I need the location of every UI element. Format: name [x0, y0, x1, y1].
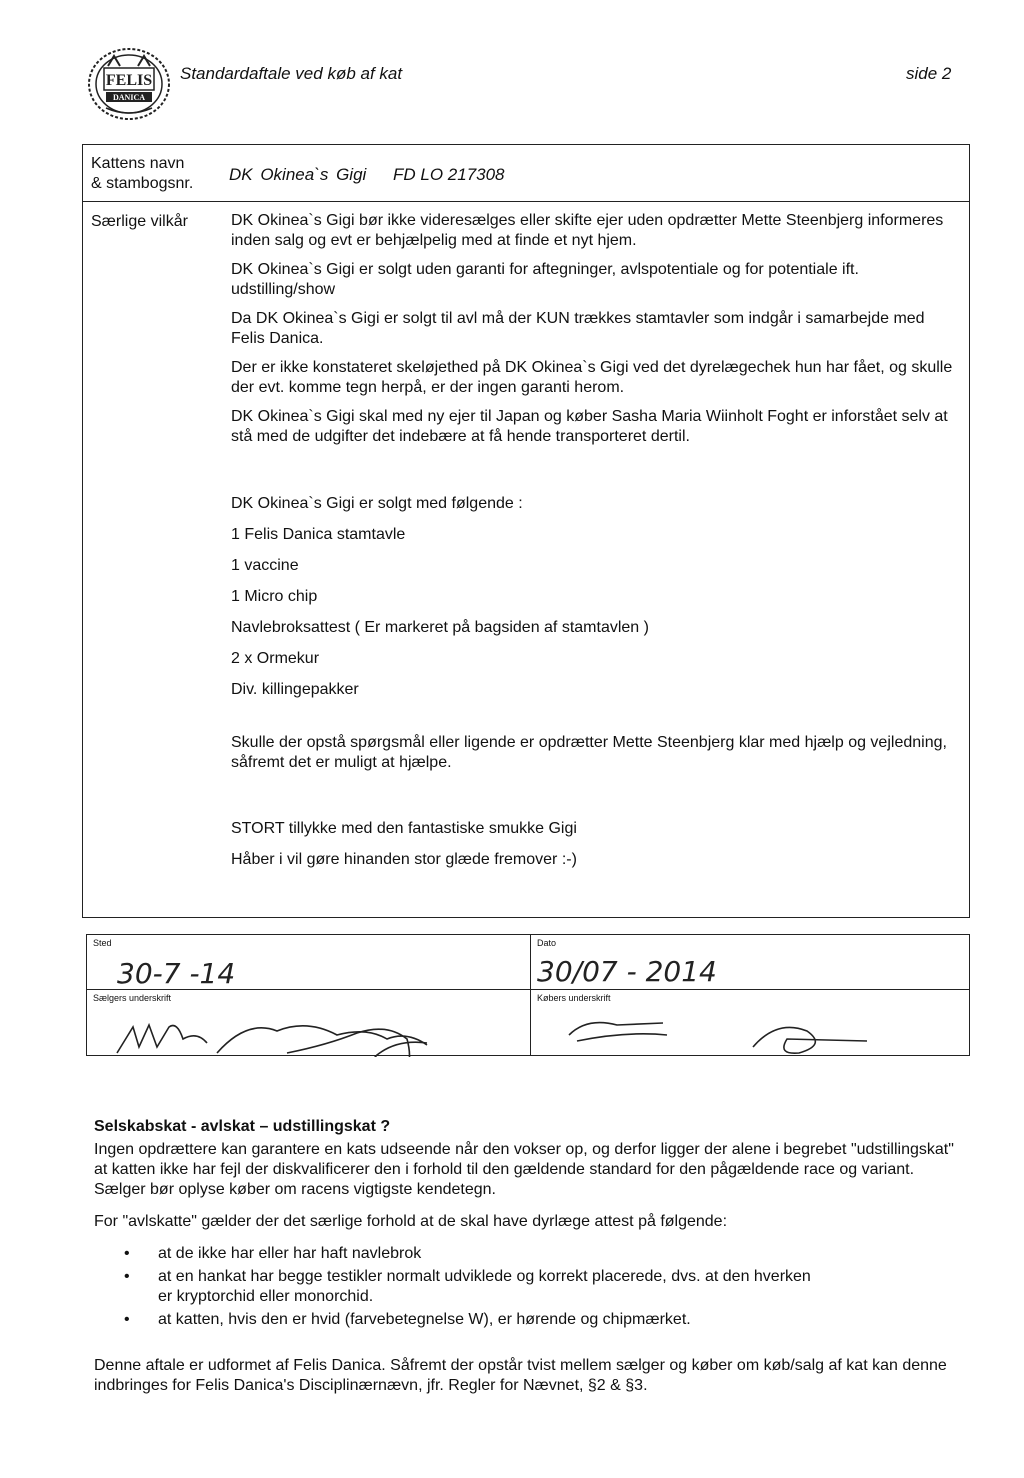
document-title: Standardaftale ved køb af kat: [180, 64, 403, 83]
sold-with-item: 1 Felis Danica stamtavle: [231, 526, 406, 543]
terms-paragraph: Der er ikke konstateret skeløjethed på DK Okinea`s Gigi ved det dyrelægechek hun har fået, og skulle der evt. komme tegn herpå, er der ingen garanti herom.: [231, 359, 953, 396]
signature-table: [86, 934, 970, 1056]
info-bullet: • at de ikke har eller har haft navlebrok: [94, 1244, 954, 1264]
felis-danica-logo: [86, 46, 172, 122]
page-number: side 2: [906, 64, 952, 83]
wishes-text: Håber i vil gøre hinanden stor glæde fremover :-): [231, 851, 577, 868]
cat-details-table: [82, 144, 970, 918]
info-paragraph: For "avlskatte" gælder der det særlige forhold at de skal have dyrlæge attest på følgende:: [94, 1213, 728, 1230]
sold-with-item: Div. killingepakker: [231, 681, 359, 698]
special-terms-label: Særlige vilkår: [91, 213, 188, 230]
place-label: Sted: [93, 938, 112, 948]
info-paragraph: Denne aftale er udformet af Felis Danica. Såfremt der opstår tvist mellem sælger og køber om køb/salg af kat kan denne indbringes for Felis Danica's Disciplinærnævn, jfr. Regler for Nævnet, §2 & §3.: [94, 1357, 947, 1394]
sold-with-item: 1 vaccine: [231, 557, 299, 574]
seller-signature: [117, 1025, 427, 1057]
questions-paragraph: Skulle der opstå spørgsmål eller ligende er opdrætter Mette Steenbjerg klar med hjælp og vejledning, såfremt det er muligt at hjælpe.: [231, 734, 947, 771]
registration-number: FD LO 217308: [393, 165, 505, 184]
info-heading: Selskabskat - avlskat – udstillingskat ?: [94, 1118, 391, 1135]
terms-paragraph: DK Okinea`s Gigi skal med ny ejer til Japan og køber Sasha Maria Wiinholt Foght er inforstået selv at stå med de udgifter det indebære at få hende transporteret dertil.: [231, 408, 948, 445]
sold-with-item: Navlebroksattest ( Er markeret på bagsiden af stamtavlen ): [231, 619, 649, 636]
date-handwritten: 30/07 - 2014: [537, 955, 717, 988]
terms-paragraph: DK Okinea`s Gigi er solgt uden garanti for aftegninger, avlspotentiale og for potentiale ift. udstilling/show: [231, 261, 859, 298]
date-label: Dato: [537, 938, 557, 948]
terms-paragraph: Da DK Okinea`s Gigi er solgt til avl må der KUN trækkes stamtavler som indgår i samarbejde med Felis Danica.: [231, 310, 925, 347]
place-handwritten: 30-7 -14: [117, 957, 236, 990]
sold-with-item: 1 Micro chip: [231, 588, 318, 605]
info-bullet: • at katten, hvis den er hvid (farvebetegnelse W), er hørende og chipmærket.: [94, 1310, 954, 1330]
buyer-signature: [569, 1023, 867, 1057]
sold-with-item: 2 x Ormekur: [231, 650, 320, 667]
svg-text:DANICA: DANICA: [113, 93, 145, 102]
info-paragraph: Ingen opdrættere kan garantere en kats udseende når den vokser op, og derfor ligger der alene i begrebet "udstillingskat" at katten ikke har fejl der diskvalificerer den i forhold til den gældende standard for den pågældende race og variant. Sælger bør oplyse køber om racens vigtigste kendetegn.: [94, 1141, 954, 1198]
info-bullet: • at en hankat har begge testikler normalt udviklede og korrekt placerede, dvs. at den hverken er kryptorchid eller monorchid.: [94, 1267, 818, 1307]
terms-paragraph: DK Okinea`s Gigi bør ikke videresælges eller skifte ejer uden opdrætter Mette Steenbjerg informeres inden salg og evt er behjælpelig med at finde et nyt hjem.: [231, 212, 944, 249]
seller-signature-label: Sælgers underskrift: [93, 993, 172, 1003]
congratulations-text: STORT tillykke med den fantastiske smukke Gigi: [231, 820, 577, 837]
cat-name-label: Kattens navn & stambogsnr.: [91, 155, 194, 192]
svg-text:FELIS: FELIS: [105, 72, 153, 89]
special-terms-body: [231, 211, 959, 875]
cat-name-value: DK Okinea`s Gigi: [229, 165, 367, 184]
sold-with-heading: DK Okinea`s Gigi er solgt med følgende :: [231, 495, 523, 512]
table-divider: [83, 201, 969, 202]
info-body: [94, 1140, 954, 1396]
buyer-signature-label: Købers underskrift: [537, 993, 611, 1003]
